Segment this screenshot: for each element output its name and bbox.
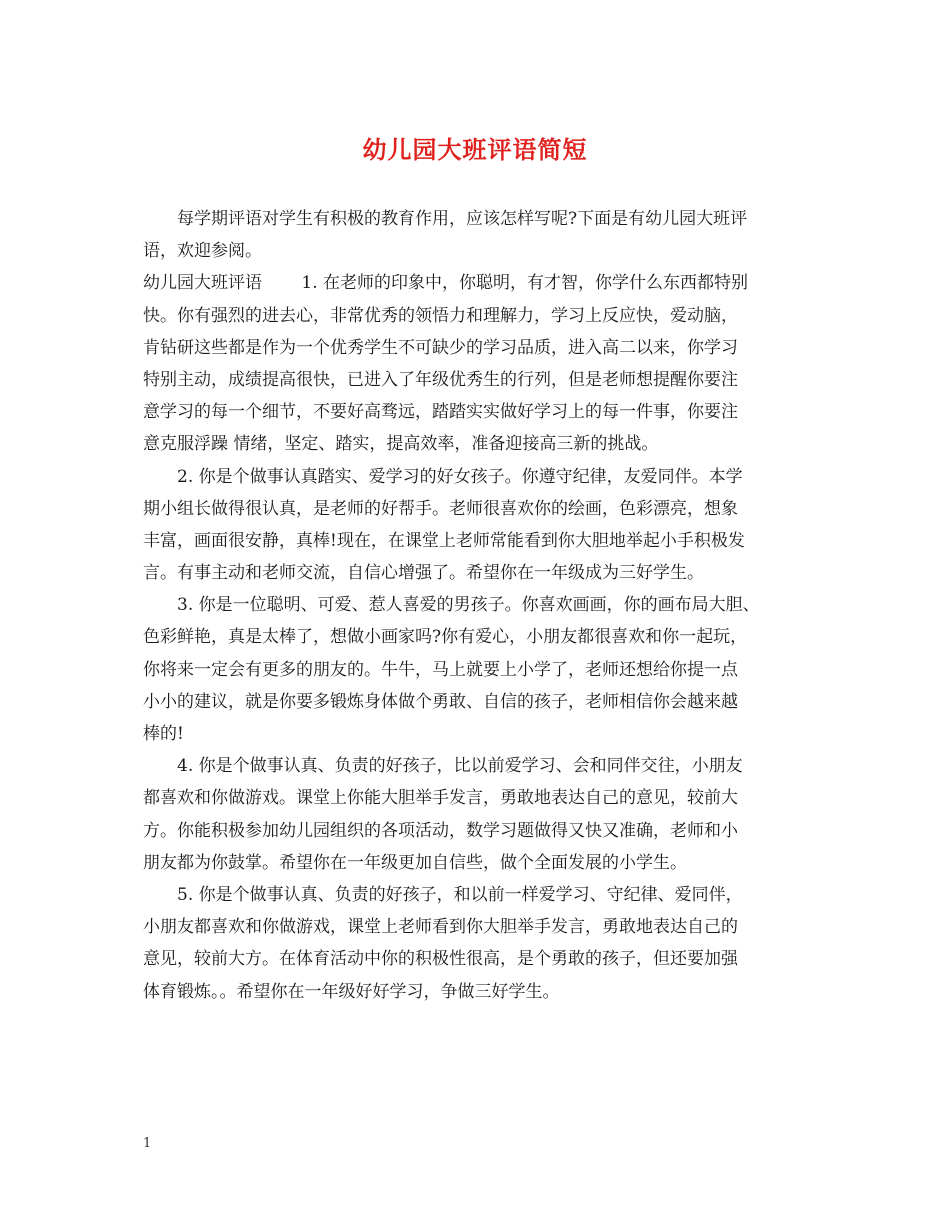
text-line: 意见，较前大方。在体育活动中你的积极性很高，是个勇敢的孩子，但还要加强 (143, 949, 738, 970)
text-line: 期小组长做得很认真，是老师的好帮手。老师很喜欢你的绘画，色彩漂亮，想象 (143, 498, 738, 519)
text-line: 意学习的每一个细节，不要好高骛远，踏踏实实做好学习上的每一件事，你要注 (143, 402, 738, 423)
text-line: 色彩鲜艳，真是太棒了，想做小画家吗?你有爱心，小朋友都很喜欢和你一起玩， (143, 627, 748, 648)
text-line: 棒的! (143, 724, 184, 744)
text-line: 你将来一定会有更多的朋友的。牛牛，马上就要上小学了，老师还想给你提一点 (143, 659, 738, 680)
text-line: 言。有事主动和老师交流，自信心增强了。希望你在一年级成为三好学生。 (143, 563, 704, 584)
text-line: 语，欢迎参阅。 (143, 241, 262, 262)
text-line: 每学期评语对学生有积极的教育作用，应该怎样写呢?下面是有幼儿园大班评 (177, 209, 748, 229)
text-line: 特别主动，成绩提高很快，已进入了年级优秀生的行列，但是老师想提醒你要注 (143, 369, 738, 390)
text-line: 4. 你是个做事认真、负责的好孩子，比以前爱学习、会和同伴交往，小朋友 (177, 756, 743, 777)
text-line: 肯钻研这些都是作为一个优秀学生不可缺少的学习品质，进入高二以来，你学习 (143, 337, 738, 358)
text-line: 都喜欢和你做游戏。课堂上你能大胆举手发言，勇敢地表达自己的意见，较前大 (143, 788, 738, 809)
text-line: 3. 你是一位聪明、可爱、惹人喜爱的男孩子。你喜欢画画，你的画布局大胆、 (177, 595, 760, 616)
page-number: 1 (143, 1136, 152, 1151)
text-line: 意克服浮躁 情绪，坚定、踏实，提高效率，准备迎接高三新的挑战。 (143, 434, 659, 455)
text-line: 小小的建议，就是你要多锻炼身体做个勇敢、自信的孩子，老师相信你会越来越 (143, 691, 738, 712)
document-title: 幼儿园大班评语简短 (362, 135, 588, 164)
text-line: 丰富，画面很安静，真棒!现在，在课堂上老师常能看到你大胆地举起小手积极发 (143, 530, 745, 551)
text-line: 2. 你是个做事认真踏实、爱学习的好女孩子。你遵守纪律，友爱同伴。本学 (177, 466, 743, 487)
text-line: 朋友都为你鼓掌。希望你在一年级更加自信些，做个全面发展的小学生。 (143, 852, 687, 873)
text-line: 5. 你是个做事认真、负责的好孩子，和以前一样爱学习、守纪律、爱同伴， (177, 884, 743, 905)
text-line: 方。你能积极参加幼儿园组织的各项活动，数学习题做得又快又准确，老师和小 (143, 820, 738, 841)
text-line: 幼儿园大班评语 1. 在老师的印象中，你聪明，有才智，你学什么东西都特别 (143, 273, 749, 294)
text-line: 体育锻炼。。希望你在一年级好好学习，争做三好学生。 (143, 981, 560, 1002)
text-line: 小朋友都喜欢和你做游戏，课堂上老师看到你大胆举手发言，勇敢地表达自己的 (143, 917, 738, 938)
document-body (143, 203, 813, 1008)
text-line: 快。你有强烈的进去心，非常优秀的领悟力和理解力，学习上反应快，爱动脑， (143, 305, 738, 326)
